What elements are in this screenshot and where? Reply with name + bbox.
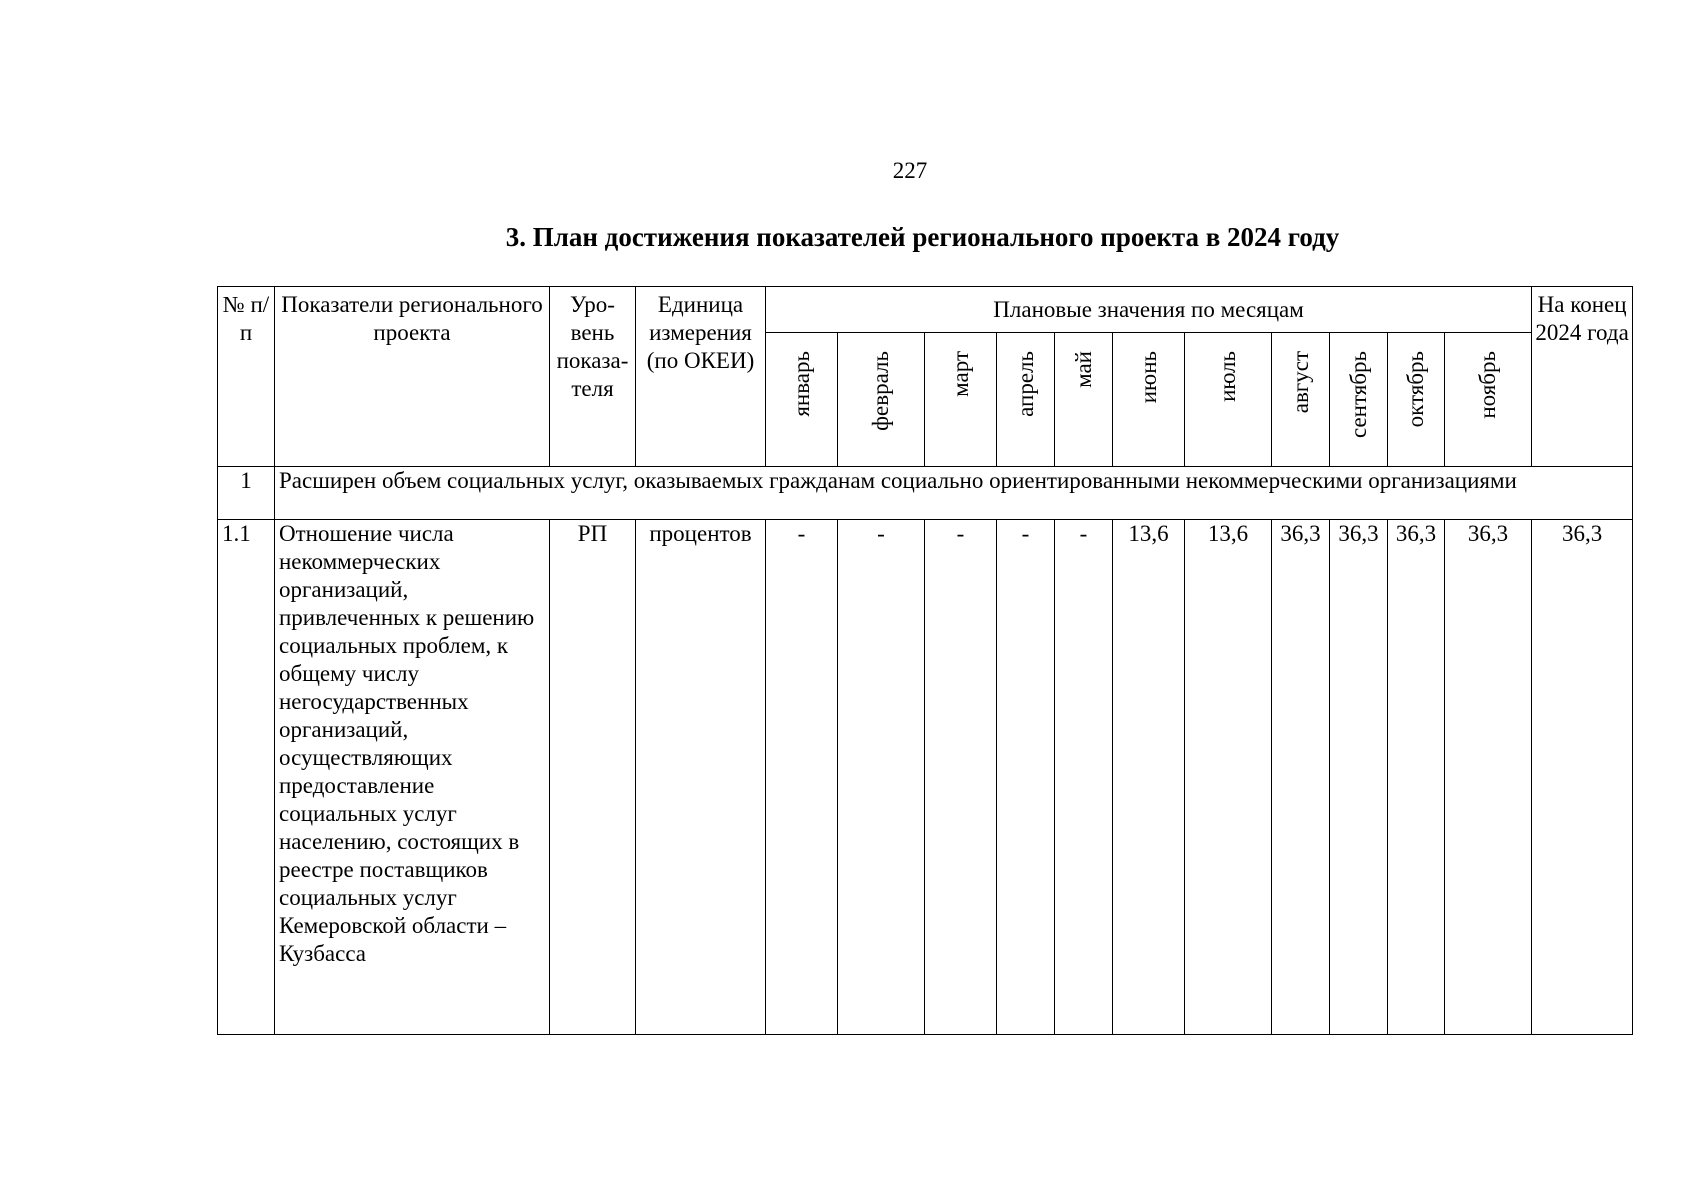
header-level: Уро-вень показа-теля [550,287,636,467]
month-label: июнь [1135,351,1161,404]
row-unit: процентов [636,520,766,1035]
month-header [1445,333,1532,467]
month-header [1330,333,1388,467]
year-end-value: 36,3 [1532,520,1633,1035]
value-cell: 36,3 [1272,520,1330,1035]
month-label: январь [788,351,814,417]
value-cell: - [766,520,838,1035]
header-num: № п/п [218,287,275,467]
month-label: август [1287,351,1313,414]
value-cell: 36,3 [1445,520,1532,1035]
page-number: 227 [892,158,928,183]
header-year-end: На конец 2024 года [1532,287,1633,467]
value-cell: 36,3 [1330,520,1388,1035]
month-header [838,333,925,467]
month-header [766,333,838,467]
section-num: 1 [218,467,275,520]
month-label: апрель [1012,351,1038,417]
month-label: ноябрь [1475,351,1501,419]
month-header [1388,333,1445,467]
month-label: май [1070,351,1096,388]
value-cell: - [838,520,925,1035]
header-unit: Единица измерения (по ОКЕИ) [636,287,766,467]
month-label: июль [1215,351,1240,402]
header-indicator: Показатели регионального проекта [275,287,550,467]
month-header [1055,333,1113,467]
table-row [218,520,1633,1035]
section-title: Расширен объем социальных услуг, оказываемых гражданам социально ориентированными некоммерческими организациями [275,467,1633,520]
month-label: октябрь [1403,351,1428,428]
value-cell: - [925,520,997,1035]
row-indicator: Отношение числа некоммерческих организаций, привлеченных к решению социальных проблем, к общему числу негосударственных организаций, осуществляющих предоставление социальных услуг населению, состоящих в реестре поставщиков социальных услуг Кемеровской области – Кузбасса [275,520,550,1035]
month-header [925,333,997,467]
value-cell: - [997,520,1055,1035]
month-header [1113,333,1185,467]
value-cell: 36,3 [1388,520,1445,1035]
plan-table [217,286,1633,1035]
section-row [218,467,1633,520]
month-label: март [947,351,973,397]
value-cell: 13,6 [1113,520,1185,1035]
month-label: сентябрь [1345,351,1371,439]
month-header [997,333,1055,467]
value-cell: - [1055,520,1113,1035]
month-label: февраль [868,351,893,431]
value-cell: 13,6 [1185,520,1272,1035]
row-level: РП [550,520,636,1035]
row-num: 1.1 [218,520,275,1035]
document-title: 3. План достижения показателей регионального проекта в 2024 году [505,222,1340,252]
month-header [1185,333,1272,467]
month-header [1272,333,1330,467]
header-monthly: Плановые значения по месяцам [766,287,1532,333]
